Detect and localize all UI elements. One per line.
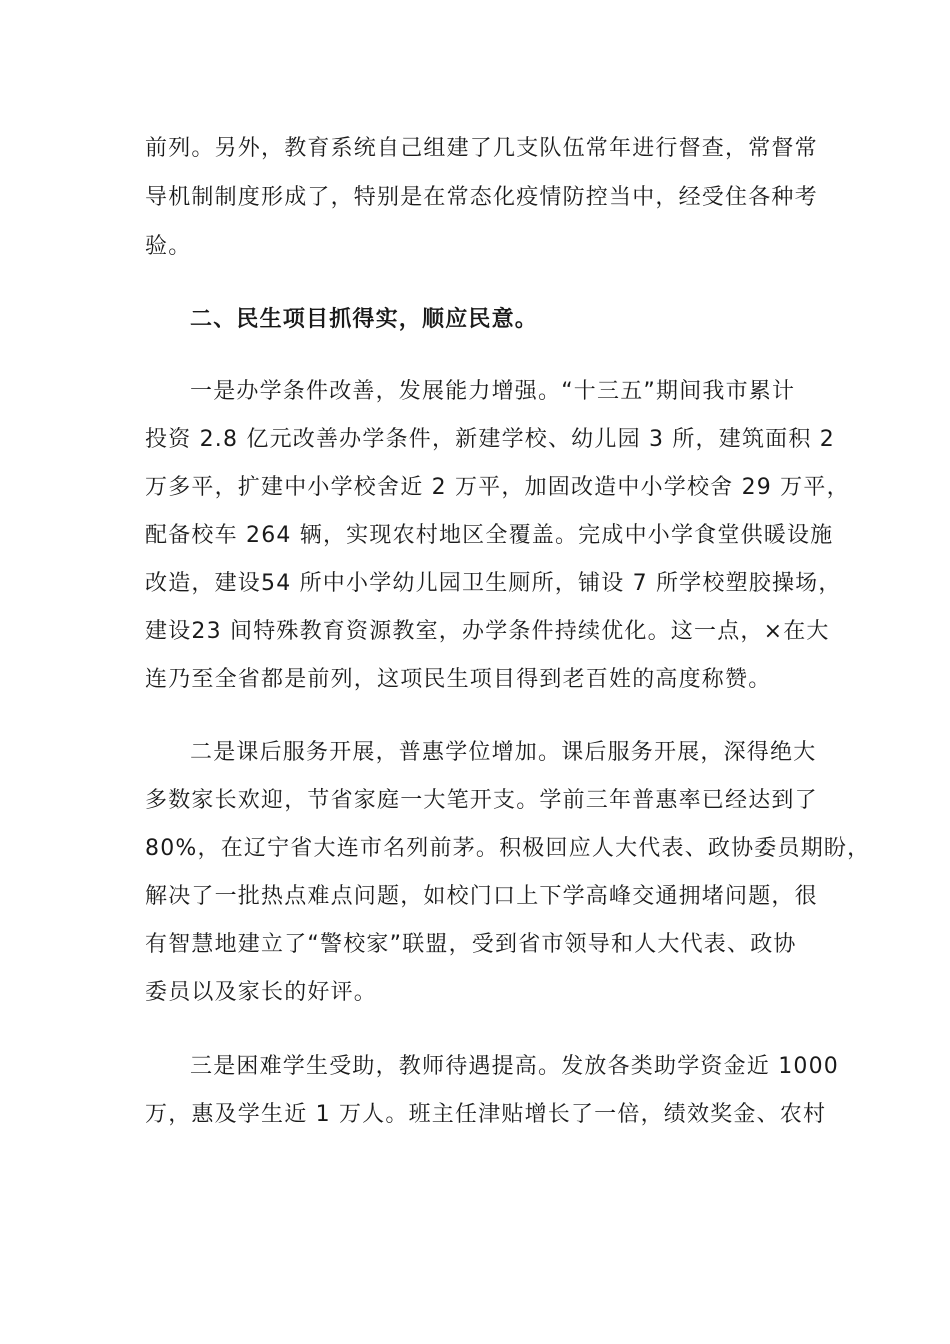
text-line: 建设23 间特殊教育资源教室，办学条件持续优化。这一点，×在大 bbox=[145, 619, 830, 644]
text-line: 万多平，扩建中小学校舍近 2 万平，加固改造中小学校舍 29 万平， bbox=[145, 475, 850, 500]
text-line: 三是困难学生受助，教师待遇提高。发放各类助学资金近 1000 bbox=[190, 1054, 839, 1079]
text-line: 二是课后服务开展，普惠学位增加。课后服务开展，深得绝大 bbox=[190, 740, 817, 765]
text-line: 有智慧地建立了“警校家”联盟，受到省市领导和人大代表、政协 bbox=[145, 932, 797, 957]
text-line: 解决了一批热点难点问题，如校门口上下学高峰交通拥堵问题，很 bbox=[145, 884, 818, 909]
section-heading: 二、民生项目抓得实，顺应民意。 bbox=[190, 307, 539, 332]
text-line: 80%，在辽宁省大连市名列前茅。积极回应人大代表、政协委员期盼， bbox=[145, 836, 871, 861]
text-line: 一是办学条件改善，发展能力增强。“十三五”期间我市累计 bbox=[190, 379, 796, 404]
text-line: 万，惠及学生近 1 万人。班主任津贴增长了一倍，绩效奖金、农村 bbox=[145, 1102, 827, 1127]
text-line: 前列。另外，教育系统自己组建了几支队伍常年进行督查，常督常 bbox=[145, 136, 818, 161]
text-line: 投资 2.8 亿元改善办学条件，新建学校、幼儿园 3 所，建筑面积 2 bbox=[145, 427, 835, 452]
text-line: 改造，建设54 所中小学幼儿园卫生厕所，铺设 7 所学校塑胶操场， bbox=[145, 571, 842, 596]
text-line: 委员以及家长的好评。 bbox=[145, 980, 378, 1005]
text-line: 连乃至全省都是前列，这项民生项目得到老百姓的高度称赞。 bbox=[145, 667, 772, 692]
text-line: 多数家长欢迎，节省家庭一大笔开支。学前三年普惠率已经达到了 bbox=[145, 788, 818, 813]
text-line: 导机制制度形成了，特别是在常态化疫情防控当中，经受住各种考 bbox=[145, 185, 818, 210]
text-line: 配备校车 264 辆，实现农村地区全覆盖。完成中小学食堂供暖设施 bbox=[145, 523, 834, 548]
text-line: 验。 bbox=[145, 234, 192, 259]
